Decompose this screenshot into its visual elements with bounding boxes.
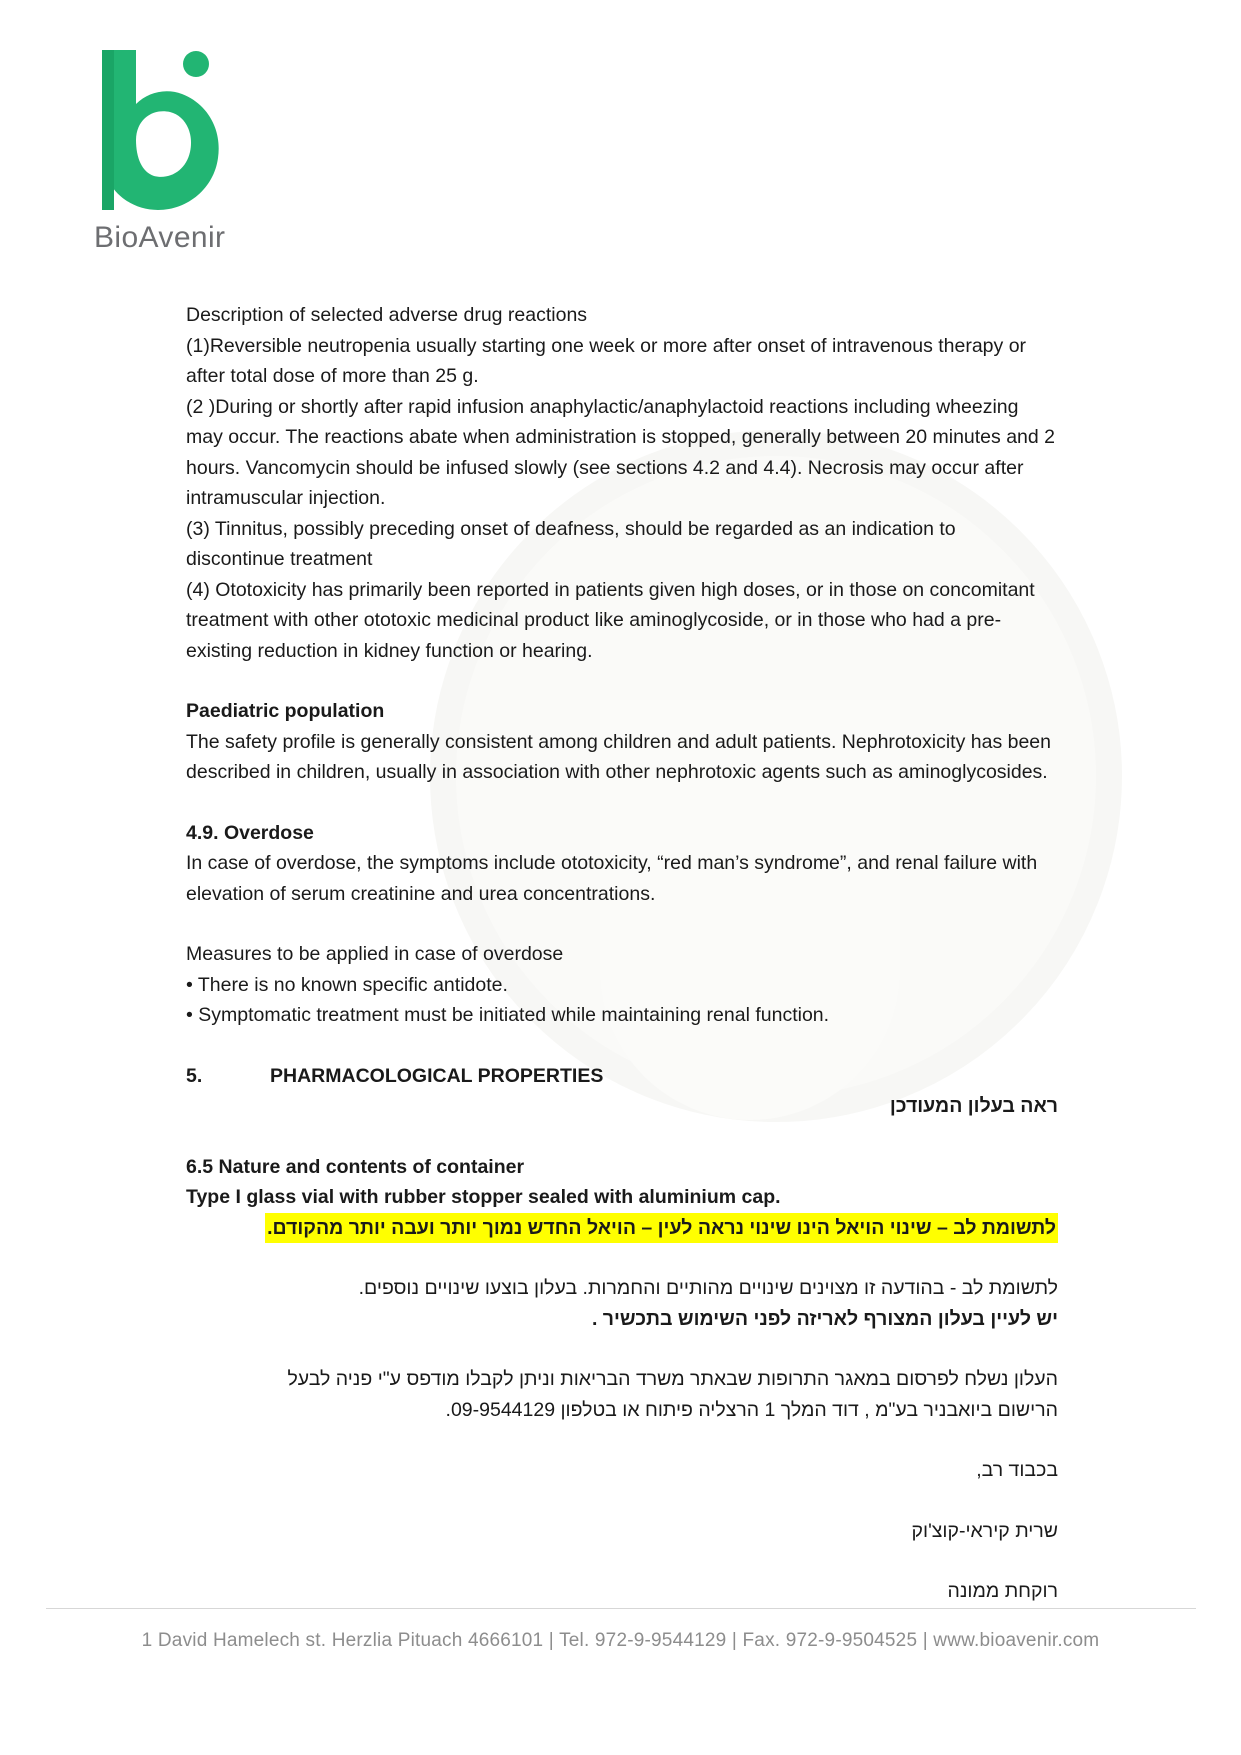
spacer (186, 1546, 1058, 1576)
spacer (186, 666, 1058, 696)
section-5-hebrew-note: ראה בעלון המעודכן (889, 1095, 1058, 1117)
distribution-hebrew-line-1: העלון נשלח לפרסום במאגר התרופות שבאתר משרד הבריאות וניתן לקבלו מודפס ע"י פניה לבעל (287, 1368, 1058, 1390)
measures-heading: Measures to be applied in case of overdose (186, 943, 564, 965)
highlighted-hebrew-note: לתשומת לב – שינוי הויאל הינו שינוי נראה לעין – הויאל החדש נמוך יותר ועבה יותר מהקודם. (265, 1213, 1058, 1244)
adverse-item-1: (1)Reversible neutropenia usually starting one week or more after onset of intravenous therapy or after total dose of more than 25 g. (186, 334, 1027, 387)
highlight-line (186, 1213, 1058, 1244)
document-body (186, 300, 1058, 1607)
adverse-reactions-heading: Description of selected adverse drug reactions (186, 304, 588, 326)
bioavenir-logo-icon (92, 42, 242, 217)
section-5-number: 5. (186, 1064, 203, 1087)
paediatric-population-heading: Paediatric population (186, 700, 385, 722)
spacer (186, 1425, 1058, 1455)
signoff-line-3: רוקחת ממונה (947, 1580, 1058, 1602)
section-65-heading: 6.5 Nature and contents of container (186, 1155, 525, 1178)
logo-wordmark: BioAvenir (94, 221, 226, 254)
footer-contact-info: 1 David Hamelech st. Herzlia Pituach 4666101 | Tel. 972-9-9544129 | Fax. 972-9-9504525 | www.bioavenir.com (141, 1630, 1100, 1651)
spacer (186, 1334, 1058, 1364)
section-5-line (186, 1061, 1058, 1092)
adverse-item-3: (3) Tinnitus, possibly preceding onset of deafness, should be regarded as an indication to discontinue treatment (186, 517, 956, 570)
signoff-line-2: שרית קיראי-קוצ'וק (911, 1519, 1058, 1542)
spacer (186, 1031, 1058, 1061)
adverse-item-4: (4) Ototoxicity has primarily been reported in patients given high doses, or in those on concomitant treatment with other ototoxic medicinal product like aminoglycoside, or in those who had a pre-existing reduction in kidney function or hearing. (186, 578, 1035, 662)
measures-bullet-2: • Symptomatic treatment must be initiated while maintaining renal function. (186, 1004, 830, 1026)
spacer (186, 1486, 1058, 1516)
spacer (186, 788, 1058, 818)
distribution-hebrew-line-2: הרישום ביואבניר בע"מ , דוד המלך 1 הרצליה פיתוח או בטלפון 09-9544129. (445, 1398, 1058, 1421)
paediatric-population-text: The safety profile is generally consistent among children and adult patients. Nephrotoxicity has been described in children, usually in association with other nephrotoxic agents such as aminoglycosides. (186, 730, 1051, 783)
notice-hebrew-bold: יש לעיין בעלון המצורף לאריזה לפני השימוש בתכשיר . (591, 1307, 1058, 1330)
overdose-heading: 4.9. Overdose (186, 821, 314, 844)
notice-hebrew: לתשומת לב - בהודעה זו מצוינים שינויים מהותיים והחמרות. בעלון בוצעו שינויים נוספים. (358, 1277, 1058, 1299)
measures-bullet-1: • There is no known specific antidote. (186, 973, 508, 996)
signoff-line-1: בכבוד רב, (976, 1459, 1058, 1481)
footer-divider (46, 1608, 1196, 1609)
section-65-text: Type I glass vial with rubber stopper sealed with aluminium cap. (186, 1186, 781, 1208)
section-5-title: PHARMACOLOGICAL PROPERTIES (270, 1064, 604, 1087)
overdose-text: In case of overdose, the symptoms include ototoxicity, “red man’s syndrome”, and renal failure with elevation of serum creatinine and urea concentrations. (186, 852, 1038, 905)
adverse-item-2: (2 )During or shortly after rapid infusion anaphylactic/anaphylactoid reactions including wheezing may occur. The reactions abate when administration is stopped, generally between 20 minutes and 2 hours. Vancomycin should be infused slowly (see sections 4.2 and 4.4). Necrosis may occur after intramuscular injection. (186, 395, 1055, 509)
spacer (186, 909, 1058, 939)
company-logo (92, 42, 332, 255)
spacer (186, 1122, 1058, 1152)
spacer (186, 1243, 1058, 1273)
